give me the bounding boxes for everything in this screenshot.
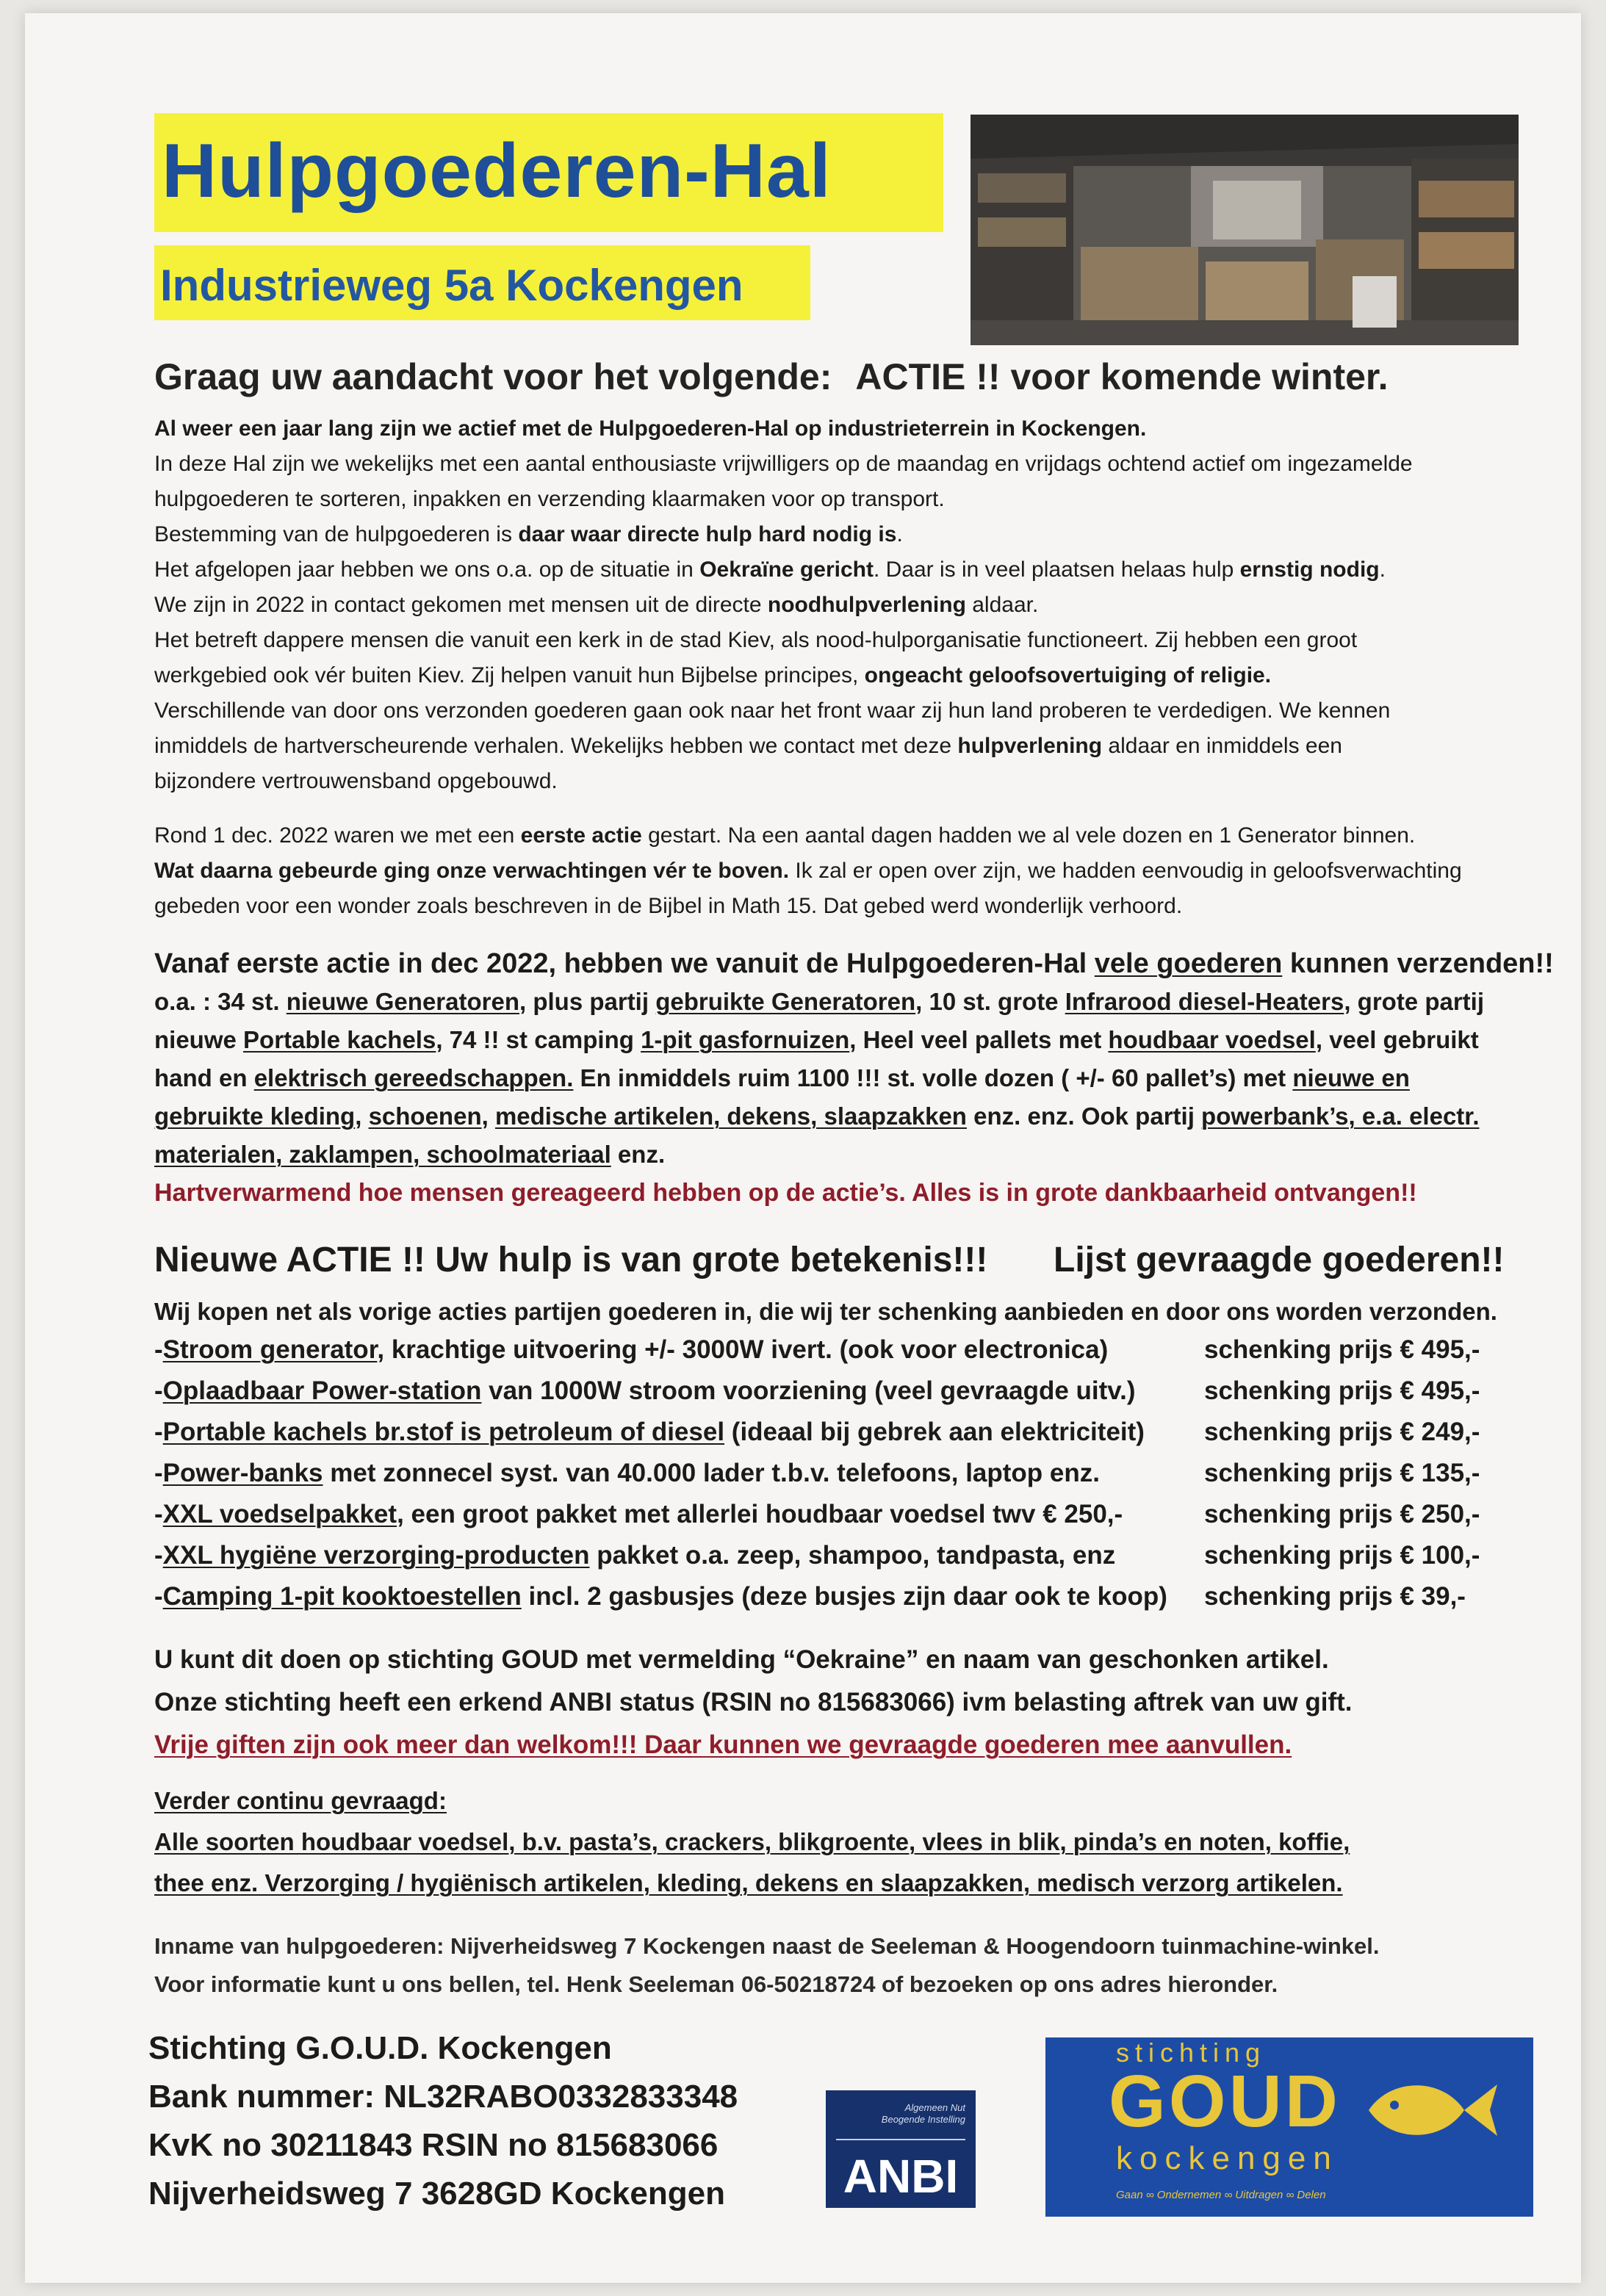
intro-line-7: Het betreft dappere mensen die vanuit een kerk in de stad Kiev, als nood-hulporganisatie functioneert. Zij hebben een groot — [154, 628, 1358, 652]
intro-line-5 — [154, 552, 1386, 588]
actie-text: ACTIE !! voor komende winter. — [855, 356, 1389, 397]
t: (ideaal bij gebrek aan elektriciteit) — [724, 1418, 1145, 1446]
results-line-2 — [154, 983, 1484, 1021]
t: Ik zal er open over zijn, we hadden eenvoudig in geloofsverwachting — [789, 859, 1462, 883]
anbi-logo — [826, 2090, 976, 2208]
intro-line-1: Al weer een jaar lang zijn we actief met de Hulpgoederen-Hal op industrieterrein in Kockengen. — [154, 416, 1147, 441]
t: Stroom generator — [162, 1335, 378, 1364]
intro-line-11: bijzondere vertrouwensband opgebouwd. — [154, 769, 558, 793]
intro-line-8 — [154, 658, 1271, 693]
intro-line-2: In deze Hal zijn we wekelijks met een aantal enthousiaste vrijwilligers op de maandag en vrijdags ochtend actief om ingezamelde — [154, 452, 1413, 476]
donation-line-2: Onze stichting heeft een erkend ANBI status (RSIN no 815683066) ivm belasting aftrek van uw gift. — [154, 1688, 1353, 1716]
t: Oplaadbaar Power-station — [162, 1376, 482, 1405]
t: We zijn in 2022 in contact gekomen met mensen uit de directe — [154, 593, 768, 617]
t: Portable kachels br.stof is petroleum of diesel — [162, 1418, 725, 1446]
offer-item — [154, 1332, 1108, 1368]
t: Vanaf eerste actie in dec 2022, hebben we vanuit de Hulpgoederen-Hal — [154, 948, 1095, 979]
goud-main: GOUD — [1109, 2060, 1341, 2142]
list-heading: Lijst gevraagde goederen!! — [1054, 1241, 1505, 1279]
offer-item — [154, 1579, 1167, 1614]
results-line-5 — [154, 1097, 1479, 1136]
t: schoenen — [368, 1102, 482, 1130]
t: pakket o.a. zeep, shampoo, tandpasta, enz — [589, 1541, 1116, 1570]
t: werkgebied ook vér buiten Kiev. Zij helpen vanuit hun Bijbelse principes, — [154, 663, 865, 687]
offer-item — [154, 1415, 1145, 1450]
footer-address: Nijverheidsweg 7 3628GD Kockengen — [148, 2176, 725, 2212]
t: noodhulpverlening — [767, 593, 966, 617]
address-highlight — [154, 245, 810, 320]
t: nieuwe en — [1292, 1064, 1410, 1091]
t: - — [154, 1335, 163, 1364]
t: gebruikte Generatoren — [655, 988, 916, 1015]
intro-line-6 — [154, 588, 1038, 623]
t: eerste actie — [520, 823, 642, 848]
info-line-1: Inname van hulpgoederen: Nijverheidsweg 7 Kockengen naast de Seeleman & Hoogendoorn tuinmachine-winkel. — [154, 1933, 1380, 1959]
t: Camping 1-pit kooktoestellen — [162, 1582, 522, 1611]
t: , — [355, 1102, 369, 1130]
offer-price: schenking prijs € 135,- — [1204, 1459, 1480, 1487]
t: daar waar directe hulp hard nodig is — [518, 522, 897, 546]
t: - — [154, 1459, 163, 1487]
results-line-6 — [154, 1136, 665, 1174]
t: Rond 1 dec. 2022 waren we met een — [154, 823, 521, 848]
t: materialen, zaklampen, schoolmateriaal — [154, 1141, 611, 1168]
t: vele goederen — [1094, 948, 1283, 979]
t: Oekraïne gericht — [699, 557, 874, 582]
offer-price: schenking prijs € 250,- — [1204, 1500, 1480, 1528]
results-thanks: Hartverwarmend hoe mensen gereageerd hebben op de actie’s. Alles is in grote dankbaarheid ontvangen!! — [154, 1179, 1417, 1207]
t: Wat daarna gebeurde ging onze verwachtingen vér te boven. — [154, 859, 790, 883]
t: Infrarood diesel-Heaters — [1065, 988, 1344, 1015]
t: elektrisch gereedschappen. — [253, 1064, 574, 1091]
continuous-line-1: Alle soorten houdbaar voedsel, b.v. pasta’s, crackers, blikgroente, vlees in blik, pinda’s en noten, koffie, — [154, 1828, 1350, 1855]
t: hand en — [154, 1064, 254, 1091]
footer-kvk: KvK no 30211843 RSIN no 815683066 — [148, 2127, 719, 2163]
t: ernstig nodig — [1239, 557, 1380, 582]
footer-org: Stichting G.O.U.D. Kockengen — [148, 2030, 612, 2066]
t: met zonnecel syst. van 40.000 lader t.b.v. telefoons, laptop enz. — [323, 1459, 1100, 1487]
offer-item — [154, 1538, 1115, 1573]
t: - — [154, 1500, 163, 1528]
anbi-subtext — [882, 2102, 965, 2126]
t: nieuwe Generatoren — [286, 988, 519, 1015]
t: , een groot pakket met allerlei houdbaar voedsel twv € 250,- — [397, 1500, 1123, 1528]
t: , Heel veel pallets met — [849, 1026, 1109, 1053]
t: gebruikte kleding — [154, 1102, 356, 1130]
page-subtitle: Industrieweg 5a Kockengen — [160, 261, 743, 310]
t: , 10 st. grote — [915, 988, 1065, 1015]
intro-line-9: Verschillende van door ons verzonden goederen gaan ook naar het front waar zij hun land proberen te verdedigen. We kennen — [154, 698, 1391, 723]
t: Portable kachels — [243, 1026, 436, 1053]
results-line-1 — [154, 943, 1554, 984]
continuous-title: Verder continu gevraagd: — [154, 1787, 447, 1814]
intro-line-3: hulpgoederen te sorteren, inpakken en verzending klaarmaken voor op transport. — [154, 487, 945, 511]
info-line-2: Voor informatie kunt u ons bellen, tel. Henk Seeleman 06-50218724 of bezoeken op ons adres hieronder. — [154, 1971, 1278, 1997]
t: houdbaar voedsel — [1108, 1026, 1316, 1053]
t: Het afgelopen jaar hebben we ons o.a. op de situatie in — [154, 557, 700, 582]
intro-line-10 — [154, 729, 1342, 764]
t: Beogende Instelling — [881, 2114, 965, 2125]
offer-price: schenking prijs € 249,- — [1204, 1418, 1480, 1446]
t: 1-pit gasfornuizen — [641, 1026, 850, 1053]
t: XXL hygiëne verzorging-producten — [162, 1541, 590, 1570]
t: powerbank’s, e.a. electr. — [1201, 1102, 1480, 1130]
t: incl. 2 gasbusjes (deze busjes zijn daar ook te koop) — [521, 1582, 1167, 1611]
anbi-divider — [836, 2139, 965, 2140]
goud-tagline: Gaan ∞ Ondernemen ∞ Uitdragen ∞ Delen — [1116, 2189, 1326, 2201]
t: Power-banks — [162, 1459, 323, 1487]
t: o.a. : 34 st. — [154, 988, 287, 1015]
t: ongeacht geloofsovertuiging of religie. — [864, 663, 1272, 687]
t: Bestemming van de hulpgoederen is — [154, 522, 519, 546]
t: Algemeen Nut — [904, 2102, 965, 2113]
offer-price: schenking prijs € 495,- — [1204, 1376, 1480, 1405]
t: . — [1379, 557, 1386, 582]
story-line-1 — [154, 818, 1415, 853]
t: nieuwe — [154, 1026, 244, 1053]
goud-logo — [1045, 2037, 1533, 2217]
attention-text: Graag uw aandacht voor het volgende: — [154, 356, 832, 397]
offer-price: schenking prijs € 100,- — [1204, 1541, 1480, 1570]
goud-top: stichting — [1116, 2037, 1267, 2068]
t: enz. — [611, 1141, 666, 1168]
t: van 1000W stroom voorziening (veel gevraagde uitv.) — [481, 1376, 1136, 1405]
t: kunnen verzenden!! — [1282, 948, 1554, 979]
t: . Daar is in veel plaatsen helaas hulp — [873, 557, 1240, 582]
offer-item — [154, 1373, 1136, 1409]
t: enz. enz. Ook partij — [966, 1102, 1202, 1130]
t: gestart. Na een aantal dagen hadden we al vele dozen en 1 Generator binnen. — [641, 823, 1416, 848]
offer-item — [154, 1456, 1100, 1491]
anbi-text: ANBI — [843, 2150, 959, 2203]
new-action-intro: Wij kopen net als vorige acties partijen goederen in, die wij ter schenking aanbieden en door ons worden verzonden. — [154, 1298, 1497, 1325]
t: aldaar en inmiddels een — [1102, 734, 1342, 758]
warehouse-photo — [971, 115, 1519, 345]
goud-bottom: kockengen — [1116, 2140, 1339, 2176]
story-line-2 — [154, 853, 1462, 889]
t: - — [154, 1582, 163, 1611]
t: , — [481, 1102, 495, 1130]
flyer-page — [25, 13, 1581, 2283]
t: , grote partij — [1344, 988, 1485, 1015]
t: hulpverlening — [957, 734, 1103, 758]
results-line-4 — [154, 1059, 1410, 1097]
results-line-3 — [154, 1021, 1479, 1059]
story-line-3: gebeden voor een wonder zoals beschreven in de Bijbel in Math 15. Dat gebed werd wonderlijk verhoord. — [154, 894, 1183, 918]
attention-heading — [154, 355, 1389, 398]
offer-price: schenking prijs € 39,- — [1204, 1582, 1466, 1611]
page-title: Hulpgoederen-Hal — [162, 129, 832, 214]
new-action-heading: Nieuwe ACTIE !! Uw hulp is van grote betekenis!!! — [154, 1241, 988, 1279]
t: , krachtige uitvoering +/- 3000W ivert. (ook voor electronica) — [377, 1335, 1109, 1364]
t: - — [154, 1541, 163, 1570]
offer-item — [154, 1497, 1123, 1532]
donation-line-3: Vrije giften zijn ook meer dan welkom!!! Daar kunnen we gevraagde goederen mee aanvullen. — [154, 1730, 1292, 1759]
title-highlight — [154, 113, 943, 232]
t: , 74 !! st camping — [436, 1026, 641, 1053]
t: , plus partij — [519, 988, 656, 1015]
t: . — [896, 522, 903, 546]
t: aldaar. — [965, 593, 1039, 617]
t: - — [154, 1418, 163, 1446]
t: En inmiddels ruim 1100 !!! st. volle dozen ( +/- 60 pallet’s) met — [573, 1064, 1293, 1091]
footer-bank: Bank nummer: NL32RABO0332833348 — [148, 2079, 738, 2115]
t: inmiddels de hartverscheurende verhalen. Wekelijks hebben we contact met deze — [154, 734, 958, 758]
t: XXL voedselpakket — [162, 1500, 397, 1528]
t: medische artikelen, dekens, slaapzakken — [494, 1102, 967, 1130]
fish-icon — [1361, 2070, 1501, 2151]
offer-price: schenking prijs € 495,- — [1204, 1335, 1480, 1364]
t: , veel gebruikt — [1315, 1026, 1479, 1053]
intro-line-4 — [154, 517, 903, 552]
donation-line-1: U kunt dit doen op stichting GOUD met vermelding “Oekraine” en naam van geschonken artikel. — [154, 1645, 1329, 1674]
continuous-line-2: thee enz. Verzorging / hygiënisch artikelen, kleding, dekens en slaapzakken, medisch verzorg artikelen. — [154, 1869, 1343, 1896]
t: - — [154, 1376, 163, 1405]
